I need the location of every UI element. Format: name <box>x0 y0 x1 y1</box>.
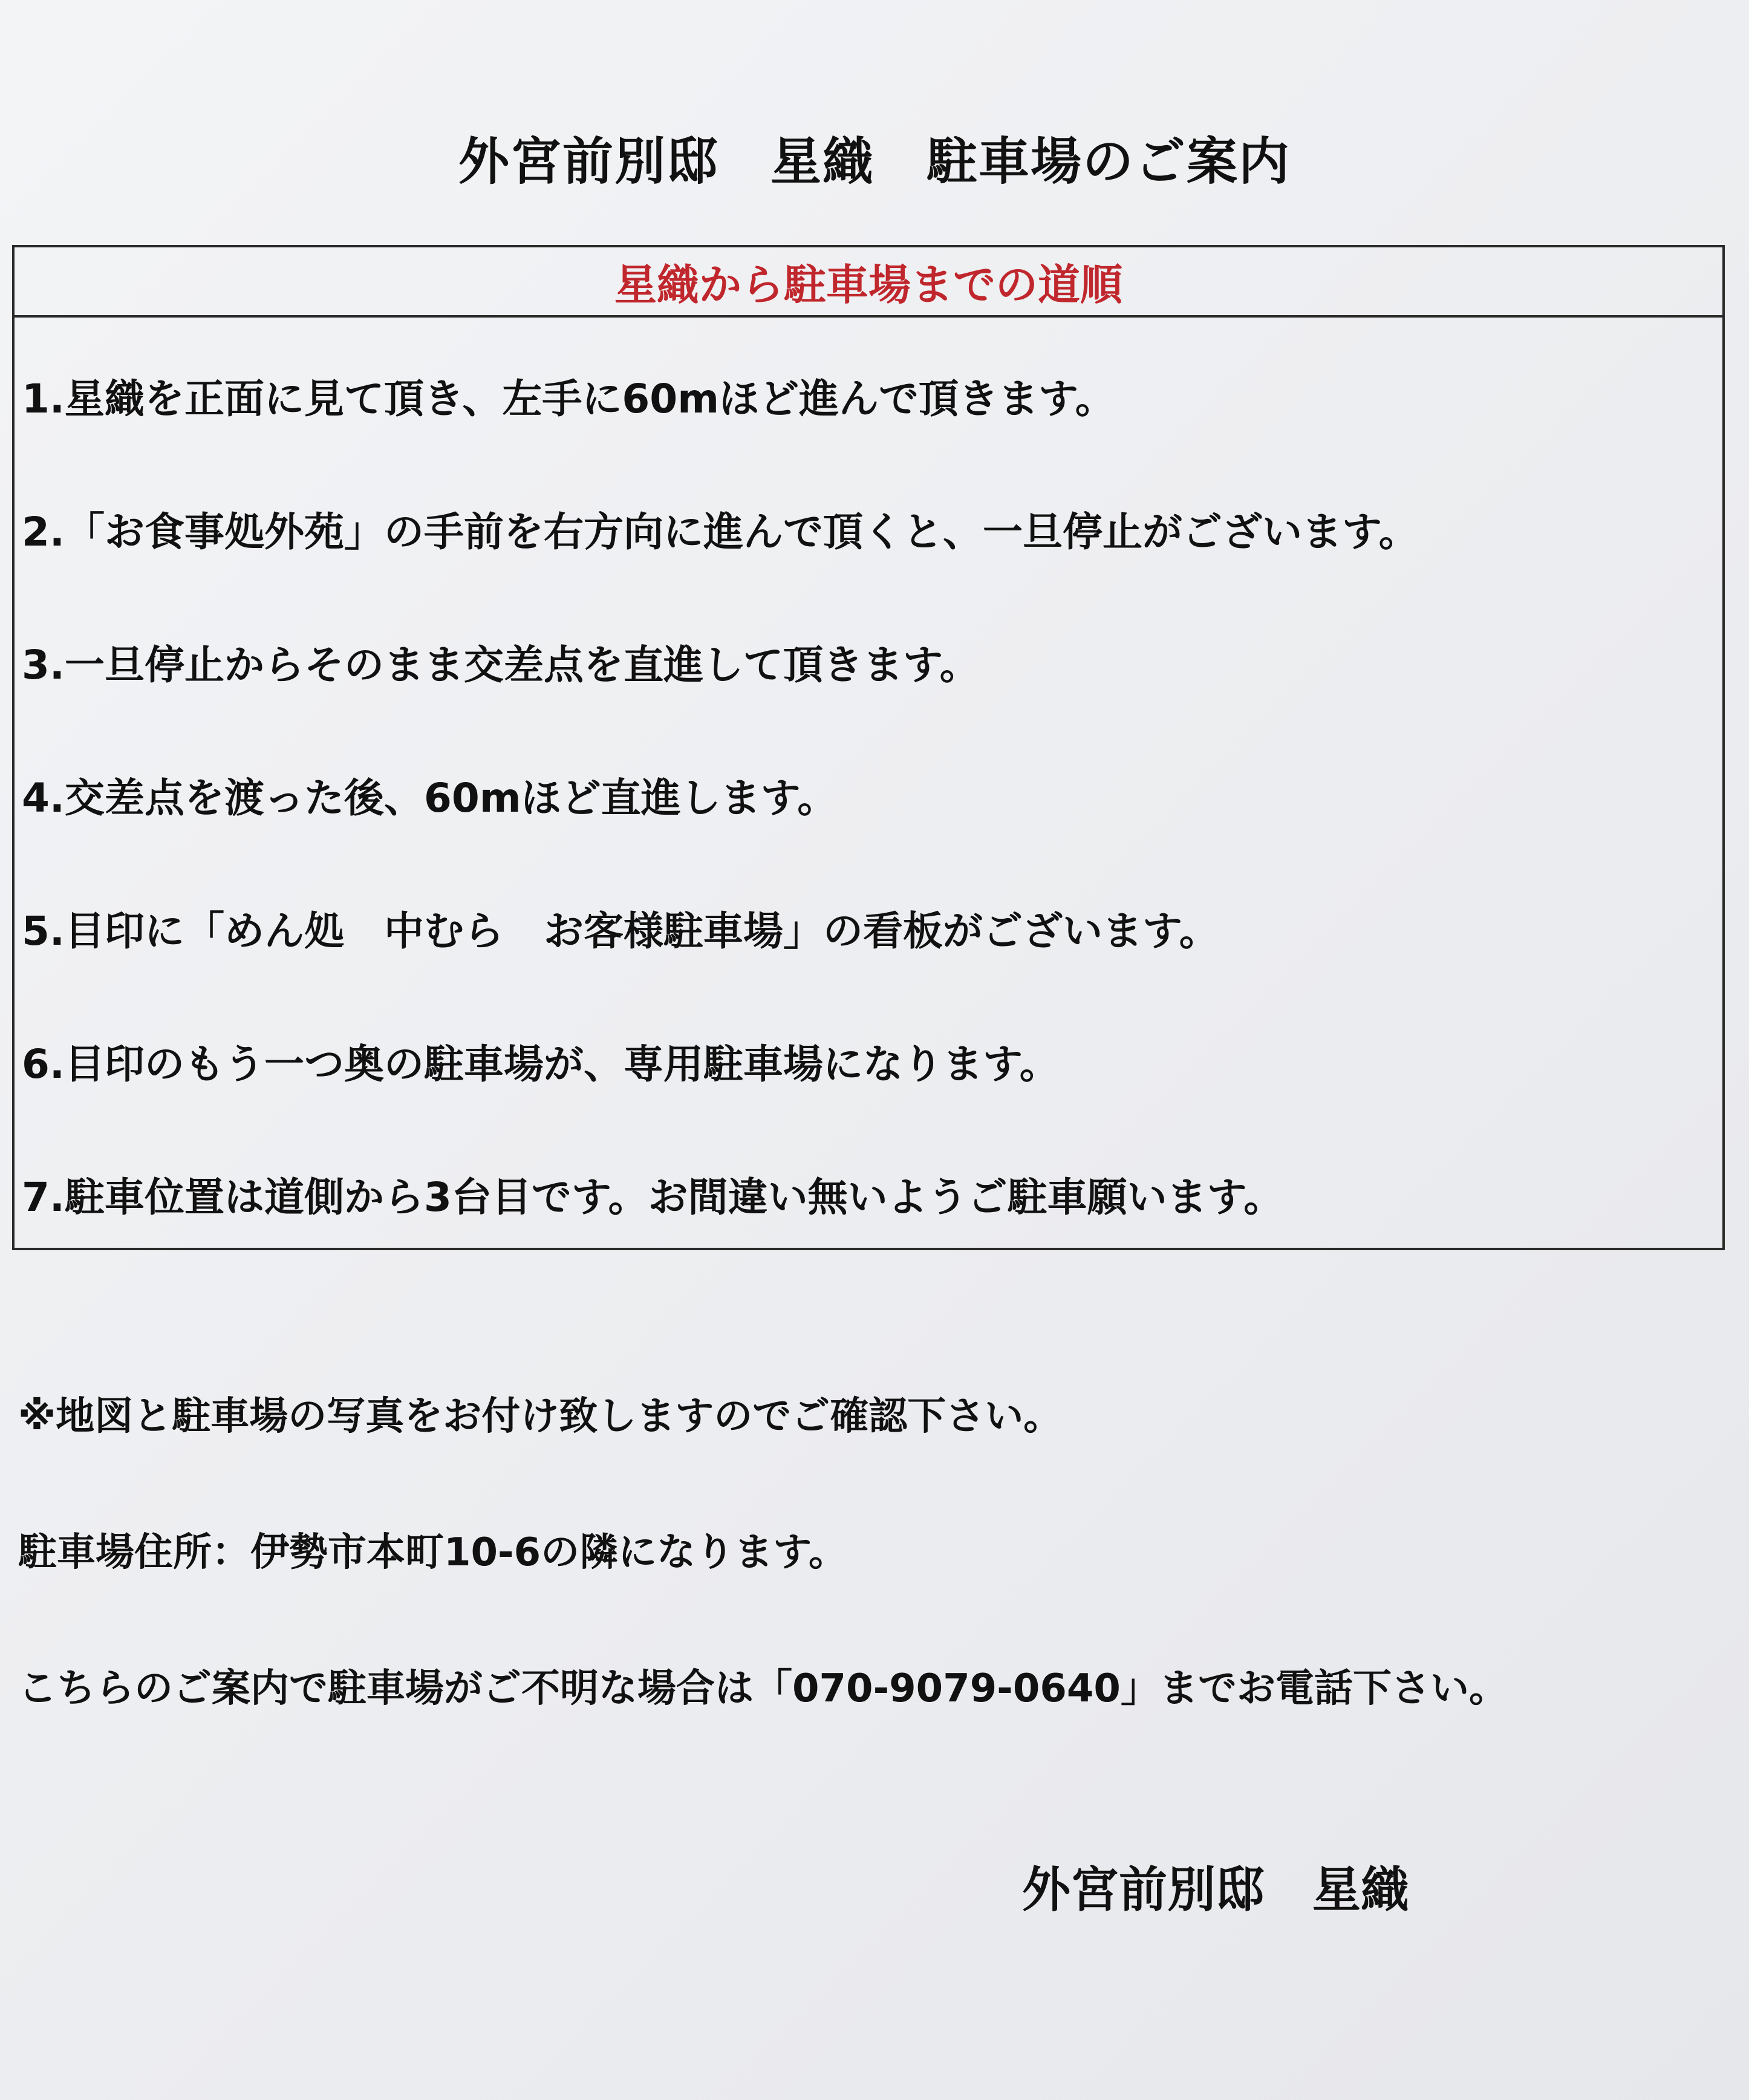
map-photo-note: ※地図と駐車場の写真をお付け致しますのでご確認下さい。 <box>18 1394 1063 1439</box>
contact-note: こちらのご案内で駐車場がご不明な場合は「070-9079-0640」までお電話下さい。 <box>18 1666 1508 1711</box>
route-step-5: 5.目印に「めん処 中むら お客様駐車場」の看板がございます。 <box>22 908 1219 954</box>
route-step-2: 2.「お食事処外苑」の手前を右方向に進んで頂くと、一旦停止がございます。 <box>22 509 1419 555</box>
document-title: 外宮前別邸 星織 駐車場のご案内 <box>458 132 1291 191</box>
route-step-7: 7.駐車位置は道側から3台目です。お間違い無いようご駐車願います。 <box>22 1174 1284 1221</box>
signature: 外宮前別邸 星織 <box>1022 1862 1409 1918</box>
route-step-4: 4.交差点を渡った後、60mほど直進します。 <box>22 775 838 821</box>
parking-address: 駐車場住所：伊勢市本町10-6の隣になります。 <box>18 1530 848 1575</box>
route-step-1: 1.星織を正面に見て頂き、左手に60mほど進んで頂きます。 <box>22 376 1115 422</box>
route-step-6: 6.目印のもう一つ奥の駐車場が、専用駐車場になります。 <box>22 1041 1060 1088</box>
route-step-3: 3.一旦停止からそのまま交差点を直進して頂きます。 <box>22 642 980 688</box>
route-box-header: 星織から駐車場までの道順 <box>15 247 1722 318</box>
route-directions-box <box>12 245 1725 1250</box>
